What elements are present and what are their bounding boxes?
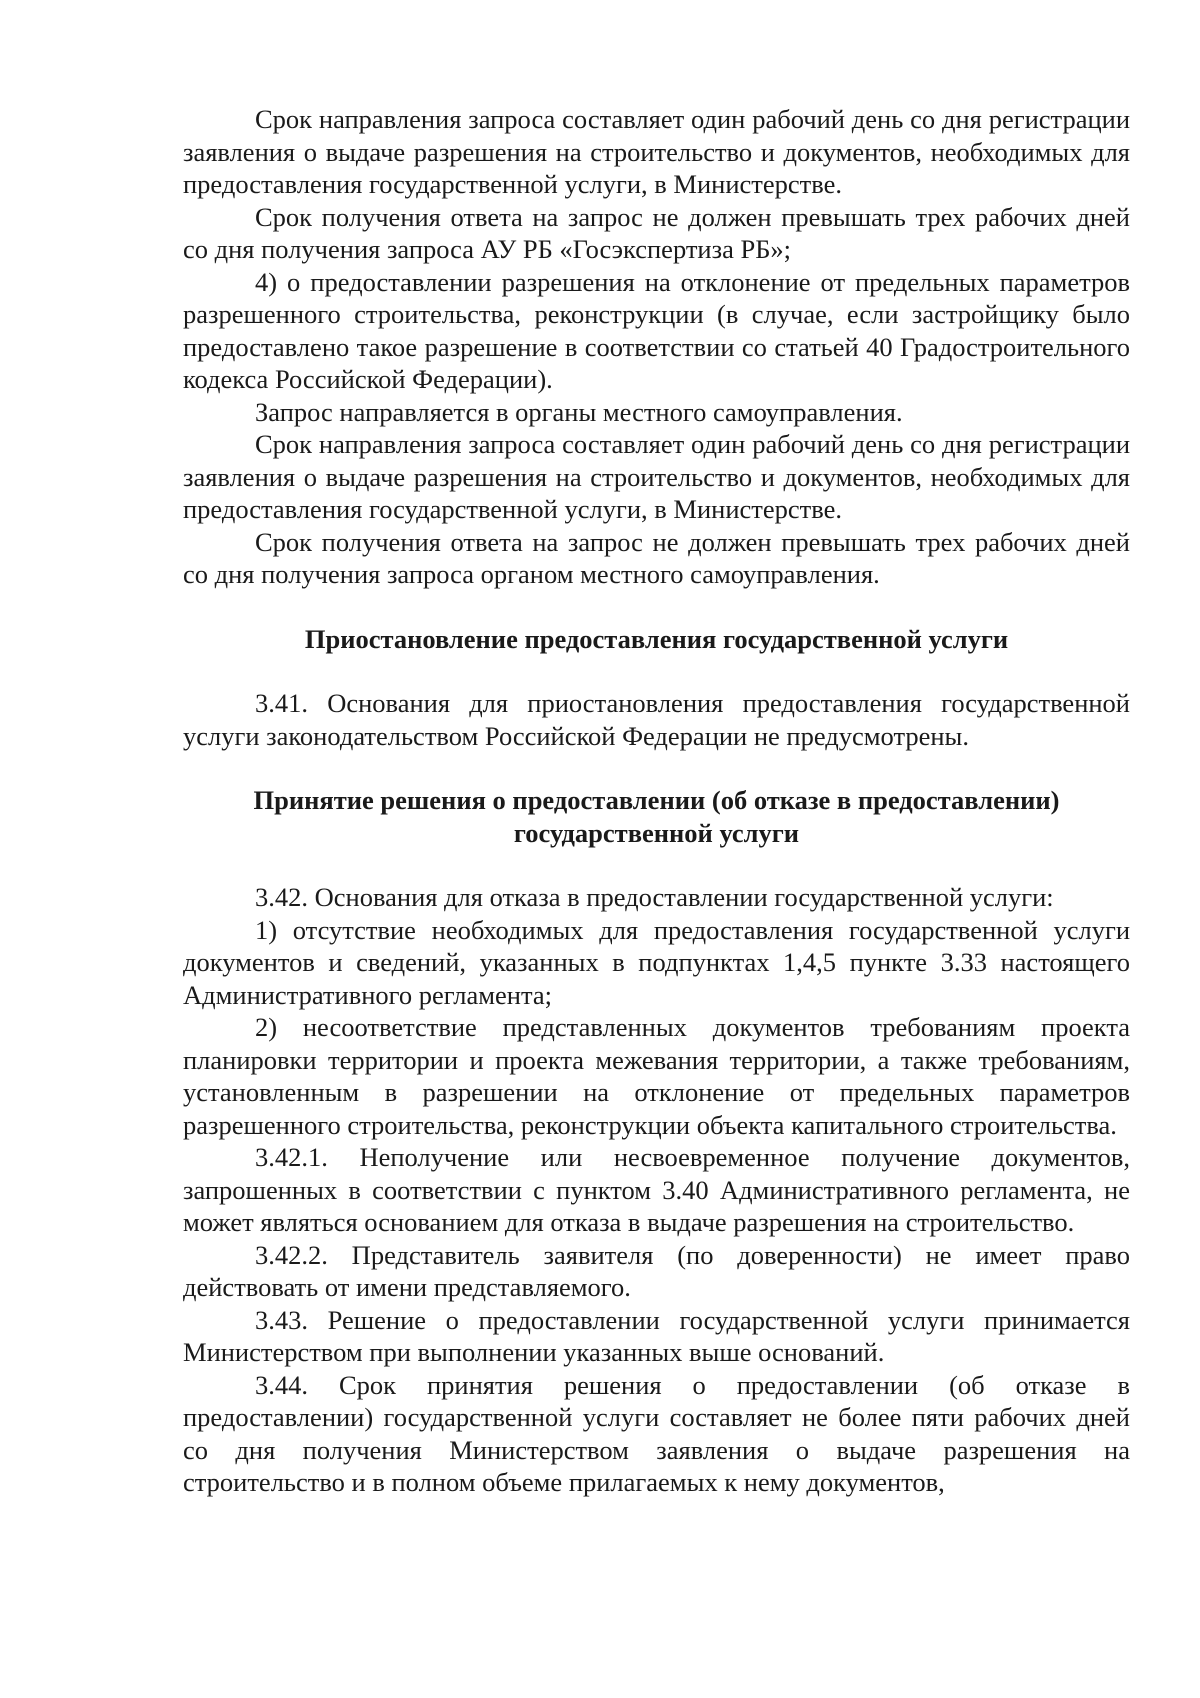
paragraph: 3.41. Основания для приостановления предоставления государственной услуги законодательством Российской Федерации не предусмотрены. bbox=[183, 688, 1130, 751]
paragraph: 3.42.1. Неполучение или несвоевременное получение документов, запрошенных в соответствии с пунктом 3.40 Административного регламента, не может являться основанием для отказа в выдаче разрешения на строительство. bbox=[183, 1142, 1130, 1237]
paragraph: 3.43. Решение о предоставлении государственной услуги принимается Министерством при выполнении указанных выше оснований. bbox=[183, 1304, 1130, 1367]
paragraph: Срок получения ответа на запрос не должен превышать трех рабочих дней со дня получения запроса органом местного самоуправления. bbox=[183, 526, 1130, 589]
section-heading-line: Принятие решения о предоставлении (об отказе в предоставлении) bbox=[253, 785, 1060, 815]
paragraph: Срок направления запроса составляет один рабочий день со дня регистрации заявления о выдаче разрешения на строительство и документов, необходимых для предоставления государственной услуги, в Министерстве. bbox=[183, 104, 1130, 199]
paragraph: 2) несоответствие представленных документов требованиям проекта планировки территории и проекта межевания территории, а также требованиям, установленным в разрешении на отклонение от предельных параметров разрешенного строительства, реконструкции объекта капитального строительства. bbox=[183, 1012, 1130, 1140]
paragraph: Срок направления запроса составляет один рабочий день со дня регистрации заявления о выдаче разрешения на строительство и документов, необходимых для предоставления государственной услуги, в Министерстве. bbox=[183, 429, 1130, 524]
section-heading bbox=[183, 784, 1130, 849]
paragraph: 4) о предоставлении разрешения на отклонение от предельных параметров разрешенного строительства, реконструкции (в случае, если застройщику было предоставлено такое разрешение в соответствии со статьей 40 Градостроительного кодекса Российской Федерации). bbox=[183, 266, 1130, 394]
paragraph: 3.42. Основания для отказа в предоставлении государственной услуги: bbox=[255, 882, 1054, 912]
paragraph: 1) отсутствие необходимых для предоставления государственной услуги документов и сведений, указанных в подпунктах 1,4,5 пункте 3.33 настоящего Административного регламента; bbox=[183, 914, 1130, 1010]
paragraph: 3.42.2. Представитель заявителя (по доверенности) не имеет право действовать от имени представляемого. bbox=[183, 1239, 1130, 1302]
paragraph: Срок получения ответа на запрос не должен превышать трех рабочих дней со дня получения запроса АУ РБ «Госэкспертиза РБ»; bbox=[183, 201, 1130, 264]
paragraph: 3.44. Срок принятия решения о предоставлении (об отказе в предоставлении) государственной услуги составляет не более пяти рабочих дней со дня получения Министерством заявления о выдаче разрешения на строительство и в полном объеме прилагаемых к нему документов, bbox=[183, 1369, 1130, 1497]
section-heading-line: государственной услуги bbox=[513, 817, 800, 848]
paragraph: Запрос направляется в органы местного самоуправления. bbox=[255, 396, 903, 427]
section-heading: Приостановление предоставления государственной услуги bbox=[304, 623, 1009, 654]
document-page bbox=[183, 103, 1130, 1499]
